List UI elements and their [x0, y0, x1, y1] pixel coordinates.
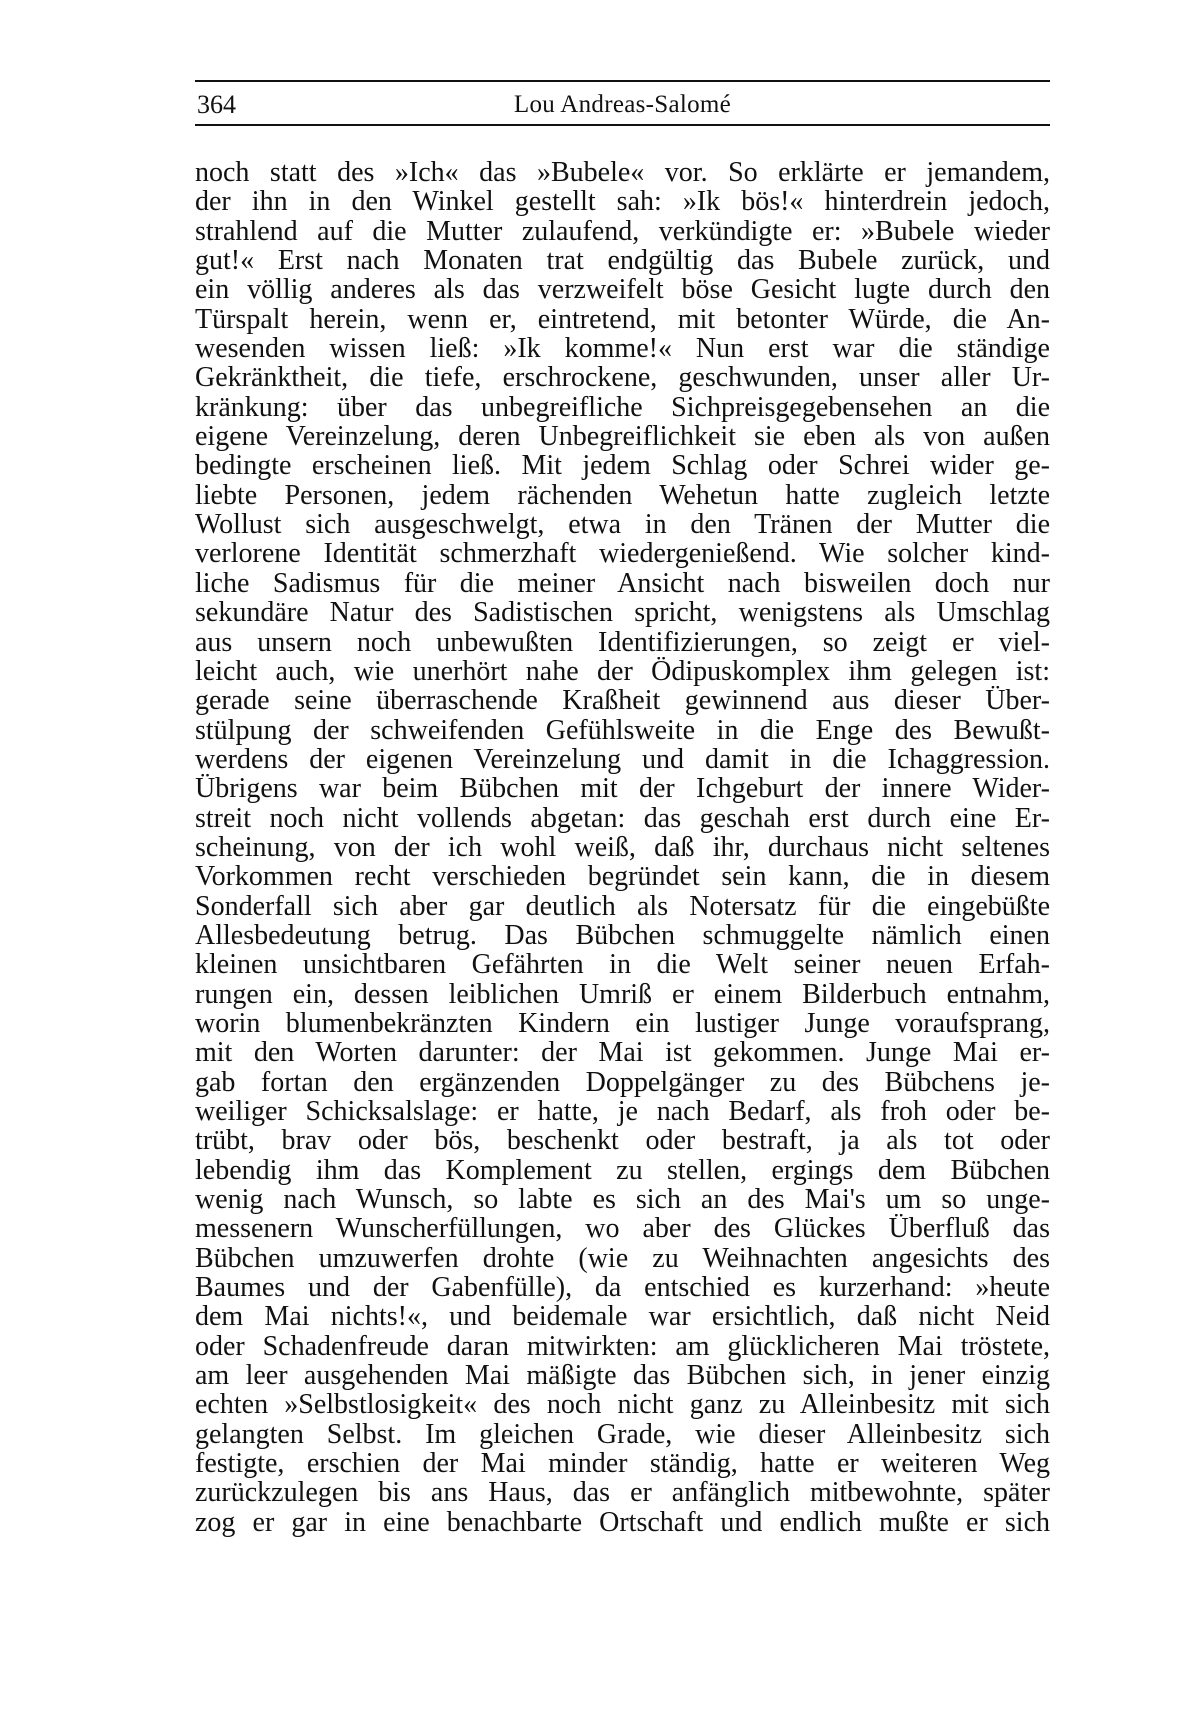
text-line: festigte, erschien der Mai minder ständig, hatte er weiteren Weg — [195, 1449, 1050, 1479]
text-line: lebendig ihm das Komplement zu stellen, ergings dem Bübchen — [195, 1155, 1050, 1186]
text-line: Gekränktheit, die tiefe, erschrockene, geschwunden, unser aller Ur- — [195, 363, 1050, 393]
text-line: werdens der eigenen Vereinzelung und damit in die Ichaggression. — [195, 744, 1050, 775]
text-line: rungen ein, dessen leiblichen Umriß er einem Bilderbuch entnahm, — [195, 979, 1050, 1009]
text-line: ein völlig anderes als das verzweifelt böse Gesicht lugte durch den — [195, 275, 1050, 305]
header-bottom-rule — [195, 124, 1050, 126]
text-line: gut!« Erst nach Monaten trat endgültig das Bubele zurück, und — [195, 246, 1050, 276]
text-line: gerade seine überraschende Kraßheit gewinnend aus dieser Über- — [195, 686, 1050, 716]
text-line: wesenden wissen ließ: »Ik komme!« Nun erst war die ständige — [195, 334, 1050, 364]
text-line: Türspalt herein, wenn er, eintretend, mit betonter Würde, die An- — [195, 304, 1050, 335]
text-line: wenig nach Wunsch, so labte es sich an des Mai's um so unge- — [195, 1185, 1050, 1215]
text-line: zog er gar in eine benachbarte Ortschaft und endlich mußte er sich — [195, 1507, 1050, 1538]
page-header — [195, 80, 1050, 128]
text-line: bedingte erscheinen ließ. Mit jedem Schlag oder Schrei wider ge- — [195, 451, 1050, 481]
text-line: weiliger Schicksalslage: er hatte, je nach Bedarf, als froh oder be- — [195, 1097, 1050, 1127]
text-line: Wollust sich ausgeschwelgt, etwa in den Tränen der Mutter die — [195, 510, 1050, 540]
text-line: oder Schadenfreude daran mitwirkten: am glücklicheren Mai tröstete, — [195, 1331, 1050, 1362]
text-line: Übrigens war beim Bübchen mit der Ichgeburt der innere Wider- — [195, 774, 1050, 804]
text-line: mit den Worten darunter: der Mai ist gekommen. Junge Mai er- — [195, 1038, 1050, 1068]
text-line: trübt, brav oder bös, beschenkt oder bestraft, ja als tot oder — [195, 1126, 1050, 1156]
text-line: kleinen unsichtbaren Gefährten in die Welt seiner neuen Erfah- — [195, 950, 1050, 980]
body-text — [195, 158, 1050, 1537]
text-line: worin blumenbekränzten Kindern ein lustiger Junge voraufsprang, — [195, 1008, 1050, 1039]
text-line: am leer ausgehenden Mai mäßigte das Bübchen sich, in jener einzig — [195, 1361, 1050, 1391]
text-line: Sonderfall sich aber gar deutlich als Notersatz für die eingebüßte — [195, 891, 1050, 921]
running-title: Lou Andreas-Salomé — [513, 91, 732, 118]
text-line: leicht auch, wie unerhört nahe der Ödipuskomplex ihm gelegen ist: — [195, 656, 1050, 687]
text-line: aus unsern noch unbewußten Identifizierungen, so zeigt er viel- — [195, 627, 1050, 657]
text-line: eigene Vereinzelung, deren Unbegreiflichkeit sie eben als von außen — [195, 422, 1050, 452]
text-line: der ihn in den Winkel gestellt sah: »Ik bös!« hinterdrein jedoch, — [195, 187, 1050, 217]
text-line: Allesbedeutung betrug. Das Bübchen schmuggelte nämlich einen — [195, 920, 1050, 951]
text-line: kränkung: über das unbegreifliche Sichpreisgegebensehen an die — [195, 392, 1050, 423]
text-line: dem Mai nichts!«, und beidemale war ersichtlich, daß nicht Neid — [195, 1302, 1050, 1332]
text-line: liche Sadismus für die meiner Ansicht nach bisweilen doch nur — [195, 568, 1050, 599]
text-line: streit noch nicht vollends abgetan: das geschah erst durch eine Er- — [195, 803, 1050, 833]
text-line: liebte Personen, jedem rächenden Wehetun hatte zugleich letzte — [195, 480, 1050, 511]
text-line: verlorene Identität schmerzhaft wiedergenießend. Wie solcher kind- — [195, 539, 1050, 569]
text-line: echten »Selbstlosigkeit« des noch nicht ganz zu Alleinbesitz mit sich — [195, 1390, 1050, 1420]
text-line: scheinung, von der ich wohl weiß, daß ihr, durchaus nicht seltenes — [195, 832, 1050, 863]
text-line: Vorkommen recht verschieden begründet sein kann, die in diesem — [195, 862, 1050, 892]
header-top-rule — [195, 80, 1050, 82]
text-line: gelangten Selbst. Im gleichen Grade, wie dieser Alleinbesitz sich — [195, 1419, 1050, 1450]
text-line: strahlend auf die Mutter zulaufend, verkündigte er: »Bubele wieder — [195, 216, 1050, 247]
text-line: Baumes und der Gabenfülle), da entschied es kurzerhand: »heute — [195, 1273, 1050, 1303]
text-line: Bübchen umzuwerfen drohte (wie zu Weihnachten angesichts des — [195, 1243, 1050, 1274]
text-line: noch statt des »Ich« das »Bubele« vor. So erklärte er jemandem, — [195, 158, 1050, 188]
text-line: messenern Wunscherfüllungen, wo aber des Glückes Überfluß das — [195, 1214, 1050, 1244]
text-line: gab fortan den ergänzenden Doppelgänger zu des Bübchens je- — [195, 1067, 1050, 1097]
text-line: stülpung der schweifenden Gefühlsweite in die Enge des Bewußt- — [195, 715, 1050, 745]
page-number: 364 — [197, 90, 236, 119]
text-line: zurückzulegen bis ans Haus, das er anfänglich mitbewohnte, später — [195, 1478, 1050, 1508]
text-line: sekundäre Natur des Sadistischen spricht, wenigstens als Umschlag — [195, 598, 1050, 628]
